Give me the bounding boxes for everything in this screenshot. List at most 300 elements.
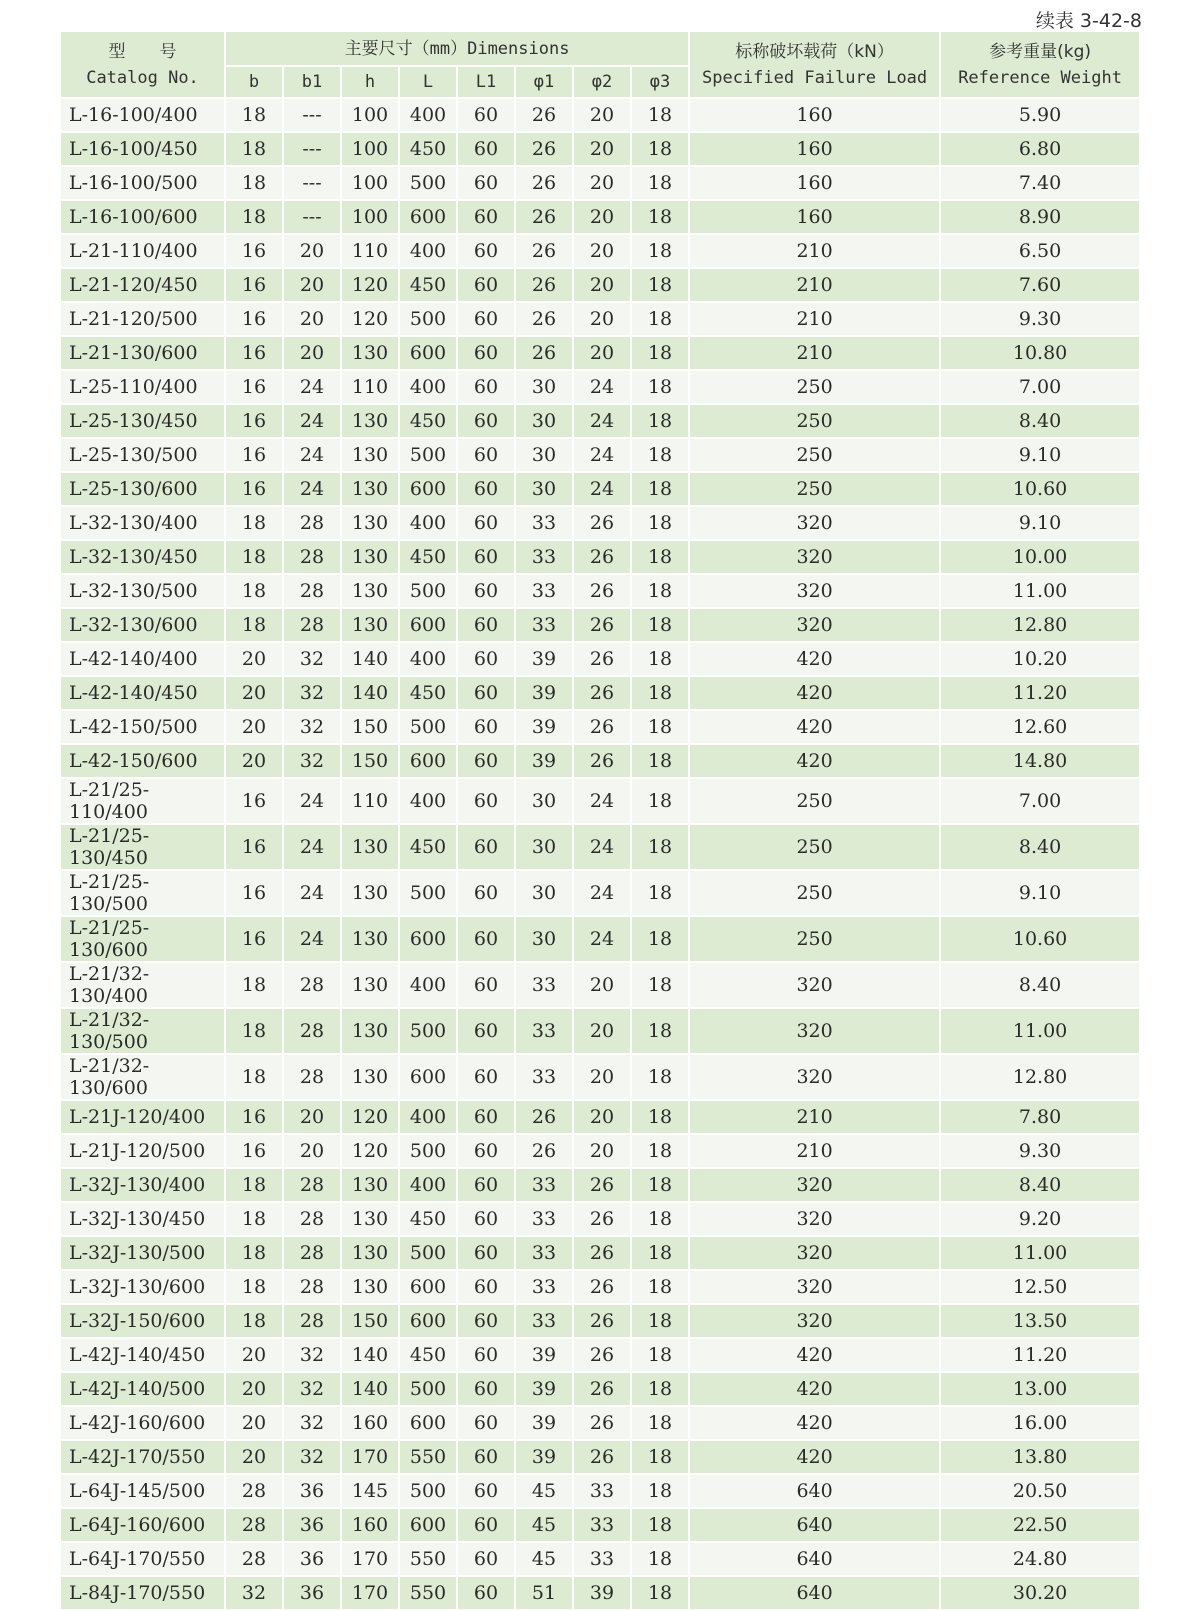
cell-phi1: 39 (515, 676, 573, 710)
cell-catalog-no: L-21/25-130/450 (61, 824, 225, 870)
cell-L1: 60 (457, 404, 515, 438)
cell-catalog-no: L-25-130/600 (61, 472, 225, 506)
cell-b: 16 (225, 916, 283, 962)
cell-phi3: 18 (631, 132, 689, 166)
cell-L: 500 (399, 1474, 457, 1508)
cell-weight: 10.00 (940, 540, 1140, 574)
cell-weight: 5.90 (940, 98, 1140, 132)
cell-L1: 60 (457, 132, 515, 166)
cell-weight: 9.10 (940, 438, 1140, 472)
cell-b: 16 (225, 438, 283, 472)
cell-h: 130 (341, 608, 399, 642)
cell-h: 170 (341, 1542, 399, 1576)
cell-catalog-no: L-16-100/450 (61, 132, 225, 166)
cell-phi1: 26 (515, 132, 573, 166)
cell-L: 600 (399, 200, 457, 234)
cell-failure-load: 420 (689, 1406, 940, 1440)
cell-phi3: 18 (631, 1542, 689, 1576)
table-row (61, 676, 1140, 710)
cell-b1: 24 (283, 472, 341, 506)
cell-h: 130 (341, 404, 399, 438)
cell-failure-load: 250 (689, 370, 940, 404)
cell-failure-load: 640 (689, 1474, 940, 1508)
cell-b: 20 (225, 744, 283, 778)
cell-phi3: 18 (631, 1008, 689, 1054)
cell-b: 16 (225, 472, 283, 506)
cell-b: 18 (225, 608, 283, 642)
table-row (61, 1406, 1140, 1440)
col-L-header: L (399, 66, 457, 98)
cell-phi1: 26 (515, 336, 573, 370)
cell-phi2: 24 (573, 778, 631, 824)
cell-L: 600 (399, 744, 457, 778)
cell-catalog-no: L-21/32-130/400 (61, 962, 225, 1008)
col-b-header: b (225, 66, 283, 98)
cell-L1: 60 (457, 472, 515, 506)
cell-b1: 24 (283, 404, 341, 438)
cell-h: 130 (341, 472, 399, 506)
cell-h: 130 (341, 1054, 399, 1100)
cell-L: 400 (399, 98, 457, 132)
cell-phi2: 26 (573, 574, 631, 608)
table-row (61, 234, 1140, 268)
cell-b1: 36 (283, 1474, 341, 1508)
cell-phi1: 33 (515, 1202, 573, 1236)
table-row (61, 472, 1140, 506)
cell-L1: 60 (457, 1508, 515, 1542)
cell-b: 28 (225, 1474, 283, 1508)
cell-phi3: 18 (631, 1236, 689, 1270)
cell-b: 20 (225, 676, 283, 710)
cell-phi2: 20 (573, 98, 631, 132)
cell-phi3: 18 (631, 1440, 689, 1474)
cell-h: 145 (341, 1474, 399, 1508)
cell-phi1: 26 (515, 234, 573, 268)
cell-L1: 60 (457, 98, 515, 132)
cell-b: 20 (225, 1338, 283, 1372)
cell-failure-load: 160 (689, 132, 940, 166)
cell-b1: 28 (283, 574, 341, 608)
table-row (61, 744, 1140, 778)
cell-L1: 60 (457, 1168, 515, 1202)
cell-weight: 7.60 (940, 268, 1140, 302)
cell-catalog-no: L-64J-145/500 (61, 1474, 225, 1508)
cell-L1: 60 (457, 540, 515, 574)
cell-phi2: 26 (573, 540, 631, 574)
cell-phi1: 45 (515, 1542, 573, 1576)
cell-L1: 60 (457, 676, 515, 710)
cell-b: 16 (225, 370, 283, 404)
cell-phi3: 18 (631, 404, 689, 438)
cell-weight: 24.80 (940, 1542, 1140, 1576)
cell-b: 16 (225, 824, 283, 870)
cell-h: 110 (341, 778, 399, 824)
cell-failure-load: 210 (689, 234, 940, 268)
cell-L1: 60 (457, 1338, 515, 1372)
cell-L: 400 (399, 1100, 457, 1134)
table-row (61, 404, 1140, 438)
cell-L: 400 (399, 962, 457, 1008)
cell-phi1: 33 (515, 608, 573, 642)
cell-phi3: 18 (631, 1168, 689, 1202)
cell-failure-load: 320 (689, 1270, 940, 1304)
cell-L1: 60 (457, 166, 515, 200)
cell-h: 130 (341, 1236, 399, 1270)
cell-b: 28 (225, 1508, 283, 1542)
col-L1-header: L1 (457, 66, 515, 98)
cell-h: 130 (341, 540, 399, 574)
cell-phi2: 33 (573, 1474, 631, 1508)
table-row (61, 336, 1140, 370)
cell-b: 16 (225, 302, 283, 336)
cell-phi2: 24 (573, 824, 631, 870)
cell-h: 120 (341, 268, 399, 302)
cell-phi1: 30 (515, 438, 573, 472)
cell-failure-load: 210 (689, 268, 940, 302)
cell-catalog-no: L-21/32-130/500 (61, 1008, 225, 1054)
table-header (61, 32, 1140, 98)
cell-h: 100 (341, 132, 399, 166)
cell-b: 16 (225, 234, 283, 268)
cell-h: 130 (341, 870, 399, 916)
cell-L: 500 (399, 1236, 457, 1270)
cell-catalog-no: L-32J-130/450 (61, 1202, 225, 1236)
cell-failure-load: 320 (689, 1168, 940, 1202)
cell-b1: 20 (283, 234, 341, 268)
table-row (61, 824, 1140, 870)
table-row (61, 1168, 1140, 1202)
cell-L: 400 (399, 642, 457, 676)
cell-weight: 8.90 (940, 200, 1140, 234)
cell-failure-load: 160 (689, 200, 940, 234)
cell-phi1: 26 (515, 302, 573, 336)
table-row (61, 1008, 1140, 1054)
cell-L: 600 (399, 608, 457, 642)
cell-b: 16 (225, 778, 283, 824)
cell-b1: 20 (283, 336, 341, 370)
cell-b1: 24 (283, 916, 341, 962)
cell-catalog-no: L-21J-120/400 (61, 1100, 225, 1134)
cell-failure-load: 640 (689, 1508, 940, 1542)
catalog-header-en: Catalog No. (86, 67, 199, 88)
cell-phi2: 20 (573, 166, 631, 200)
cell-failure-load: 320 (689, 962, 940, 1008)
cell-catalog-no: L-64J-170/550 (61, 1542, 225, 1576)
cell-failure-load: 250 (689, 404, 940, 438)
cell-phi3: 18 (631, 506, 689, 540)
cell-weight: 10.80 (940, 336, 1140, 370)
cell-phi2: 24 (573, 472, 631, 506)
table-row (61, 870, 1140, 916)
cell-b1: 32 (283, 1440, 341, 1474)
table-row (61, 1054, 1140, 1100)
cell-L: 400 (399, 506, 457, 540)
table-body (61, 98, 1140, 1610)
cell-L1: 60 (457, 302, 515, 336)
cell-catalog-no: L-32-130/400 (61, 506, 225, 540)
table-row (61, 710, 1140, 744)
cell-catalog-no: L-42J-140/450 (61, 1338, 225, 1372)
cell-b: 18 (225, 1054, 283, 1100)
cell-h: 170 (341, 1440, 399, 1474)
cell-phi3: 18 (631, 1474, 689, 1508)
cell-phi1: 39 (515, 642, 573, 676)
cell-L: 450 (399, 824, 457, 870)
table-row (61, 1440, 1140, 1474)
cell-phi1: 26 (515, 200, 573, 234)
cell-catalog-no: L-16-100/400 (61, 98, 225, 132)
table-row (61, 1236, 1140, 1270)
cell-phi3: 18 (631, 1134, 689, 1168)
cell-weight: 6.80 (940, 132, 1140, 166)
cell-phi2: 26 (573, 1236, 631, 1270)
cell-L: 450 (399, 132, 457, 166)
cell-phi1: 26 (515, 1134, 573, 1168)
catalog-header-cn: 型 号 (108, 41, 177, 62)
cell-failure-load: 250 (689, 916, 940, 962)
cell-b1: 36 (283, 1542, 341, 1576)
cell-catalog-no: L-25-110/400 (61, 370, 225, 404)
cell-phi2: 20 (573, 234, 631, 268)
cell-b: 16 (225, 1100, 283, 1134)
cell-b1: 28 (283, 1202, 341, 1236)
table-row (61, 506, 1140, 540)
cell-L1: 60 (457, 1372, 515, 1406)
cell-phi3: 18 (631, 234, 689, 268)
cell-phi2: 39 (573, 1576, 631, 1610)
cell-phi1: 30 (515, 404, 573, 438)
cell-b: 20 (225, 1440, 283, 1474)
col-phi3-header: φ3 (631, 66, 689, 98)
failure-load-header-en: Specified Failure Load (701, 67, 928, 88)
col-phi2-header: φ2 (573, 66, 631, 98)
table-row (61, 642, 1140, 676)
cell-L1: 60 (457, 744, 515, 778)
cell-L: 400 (399, 778, 457, 824)
cell-phi1: 39 (515, 1440, 573, 1474)
cell-weight: 11.20 (940, 1338, 1140, 1372)
cell-b: 18 (225, 1008, 283, 1054)
cell-L1: 60 (457, 870, 515, 916)
cell-phi1: 33 (515, 574, 573, 608)
cell-catalog-no: L-21-130/600 (61, 336, 225, 370)
cell-L: 600 (399, 1304, 457, 1338)
cell-failure-load: 420 (689, 710, 940, 744)
cell-weight: 9.10 (940, 870, 1140, 916)
cell-weight: 22.50 (940, 1508, 1140, 1542)
cell-phi2: 26 (573, 744, 631, 778)
cell-L1: 60 (457, 824, 515, 870)
cell-L: 600 (399, 1508, 457, 1542)
table-row (61, 540, 1140, 574)
cell-L1: 60 (457, 1304, 515, 1338)
cell-L: 450 (399, 1202, 457, 1236)
cell-failure-load: 320 (689, 1236, 940, 1270)
cell-failure-load: 420 (689, 744, 940, 778)
cell-phi2: 20 (573, 268, 631, 302)
cell-L: 600 (399, 1270, 457, 1304)
cell-h: 130 (341, 506, 399, 540)
cell-h: 120 (341, 1134, 399, 1168)
cell-catalog-no: L-42J-140/500 (61, 1372, 225, 1406)
table-row (61, 1270, 1140, 1304)
cell-catalog-no: L-25-130/500 (61, 438, 225, 472)
cell-phi1: 30 (515, 370, 573, 404)
cell-L1: 60 (457, 608, 515, 642)
cell-L1: 60 (457, 1008, 515, 1054)
cell-phi3: 18 (631, 1406, 689, 1440)
cell-b: 18 (225, 1202, 283, 1236)
cell-failure-load: 420 (689, 1338, 940, 1372)
cell-weight: 9.20 (940, 1202, 1140, 1236)
cell-b: 16 (225, 268, 283, 302)
cell-failure-load: 320 (689, 574, 940, 608)
cell-L1: 60 (457, 1202, 515, 1236)
cell-phi2: 26 (573, 1168, 631, 1202)
cell-phi2: 26 (573, 608, 631, 642)
cell-h: 140 (341, 1338, 399, 1372)
cell-h: 130 (341, 824, 399, 870)
cell-L: 450 (399, 268, 457, 302)
cell-h: 140 (341, 1372, 399, 1406)
cell-h: 150 (341, 744, 399, 778)
cell-phi2: 20 (573, 962, 631, 1008)
cell-h: 100 (341, 166, 399, 200)
cell-b1: 36 (283, 1508, 341, 1542)
cell-phi3: 18 (631, 1372, 689, 1406)
table-row (61, 574, 1140, 608)
cell-L1: 60 (457, 962, 515, 1008)
cell-phi2: 20 (573, 1134, 631, 1168)
table-row (61, 302, 1140, 336)
cell-phi1: 33 (515, 1054, 573, 1100)
cell-weight: 9.30 (940, 1134, 1140, 1168)
table-row (61, 370, 1140, 404)
cell-b1: 28 (283, 540, 341, 574)
cell-phi3: 18 (631, 962, 689, 1008)
cell-phi1: 33 (515, 1270, 573, 1304)
cell-catalog-no: L-21-120/450 (61, 268, 225, 302)
cell-phi1: 33 (515, 506, 573, 540)
cell-phi1: 39 (515, 710, 573, 744)
cell-L: 600 (399, 336, 457, 370)
cell-h: 160 (341, 1406, 399, 1440)
cell-phi1: 30 (515, 778, 573, 824)
cell-phi1: 30 (515, 472, 573, 506)
cell-h: 130 (341, 1008, 399, 1054)
cell-weight: 12.80 (940, 1054, 1140, 1100)
cell-weight: 11.00 (940, 1236, 1140, 1270)
cell-catalog-no: L-21/25-130/500 (61, 870, 225, 916)
cell-b: 18 (225, 1304, 283, 1338)
cell-b: 20 (225, 710, 283, 744)
cell-L: 600 (399, 1054, 457, 1100)
cell-L: 500 (399, 302, 457, 336)
cell-phi3: 18 (631, 438, 689, 472)
cell-weight: 7.80 (940, 1100, 1140, 1134)
cell-h: 160 (341, 1508, 399, 1542)
cell-phi1: 26 (515, 268, 573, 302)
cell-phi1: 33 (515, 1304, 573, 1338)
cell-L1: 60 (457, 778, 515, 824)
cell-phi2: 26 (573, 1440, 631, 1474)
table-row (61, 1542, 1140, 1576)
cell-weight: 12.60 (940, 710, 1140, 744)
cell-b1: 24 (283, 778, 341, 824)
cell-phi3: 18 (631, 1508, 689, 1542)
cell-failure-load: 160 (689, 166, 940, 200)
cell-phi2: 24 (573, 916, 631, 962)
cell-catalog-no: L-84J-170/550 (61, 1576, 225, 1610)
cell-phi3: 18 (631, 870, 689, 916)
table-row (61, 1100, 1140, 1134)
cell-phi2: 26 (573, 642, 631, 676)
cell-b1: 28 (283, 608, 341, 642)
cell-phi3: 18 (631, 302, 689, 336)
cell-catalog-no: L-32J-130/400 (61, 1168, 225, 1202)
cell-b: 18 (225, 166, 283, 200)
cell-catalog-no: L-21-110/400 (61, 234, 225, 268)
cell-L1: 60 (457, 1270, 515, 1304)
cell-b1: 32 (283, 1406, 341, 1440)
cell-catalog-no: L-42-150/600 (61, 744, 225, 778)
cell-b1: --- (283, 98, 341, 132)
cell-failure-load: 250 (689, 870, 940, 916)
cell-b1: 28 (283, 1008, 341, 1054)
cell-b1: 28 (283, 1168, 341, 1202)
specification-table (61, 32, 1141, 1611)
cell-b1: 28 (283, 1270, 341, 1304)
cell-phi3: 18 (631, 744, 689, 778)
cell-L: 600 (399, 1406, 457, 1440)
cell-failure-load: 640 (689, 1576, 940, 1610)
cell-b1: 24 (283, 824, 341, 870)
cell-phi3: 18 (631, 1576, 689, 1610)
cell-phi2: 20 (573, 1008, 631, 1054)
table-row (61, 132, 1140, 166)
cell-phi1: 30 (515, 824, 573, 870)
cell-catalog-no: L-32J-130/500 (61, 1236, 225, 1270)
cell-catalog-no: L-32-130/600 (61, 608, 225, 642)
cell-failure-load: 420 (689, 642, 940, 676)
cell-weight: 16.00 (940, 1406, 1140, 1440)
cell-phi3: 18 (631, 642, 689, 676)
cell-b1: 24 (283, 370, 341, 404)
cell-weight: 11.00 (940, 1008, 1140, 1054)
table-row (61, 1508, 1140, 1542)
cell-h: 130 (341, 916, 399, 962)
cell-b: 18 (225, 962, 283, 1008)
cell-phi1: 30 (515, 916, 573, 962)
cell-L1: 60 (457, 336, 515, 370)
cell-failure-load: 420 (689, 1440, 940, 1474)
cell-L: 400 (399, 370, 457, 404)
cell-L: 450 (399, 676, 457, 710)
failure-load-header-cn: 标称破坏载荷（kN） (735, 41, 894, 62)
cell-failure-load: 210 (689, 1100, 940, 1134)
cell-phi1: 33 (515, 1236, 573, 1270)
col-b1-header: b1 (283, 66, 341, 98)
cell-phi3: 18 (631, 1100, 689, 1134)
cell-b: 18 (225, 540, 283, 574)
cell-weight: 8.40 (940, 824, 1140, 870)
table-row (61, 268, 1140, 302)
cell-catalog-no: L-21/32-130/600 (61, 1054, 225, 1100)
cell-weight: 10.20 (940, 642, 1140, 676)
cell-L1: 60 (457, 916, 515, 962)
cell-weight: 10.60 (940, 472, 1140, 506)
cell-L: 500 (399, 574, 457, 608)
